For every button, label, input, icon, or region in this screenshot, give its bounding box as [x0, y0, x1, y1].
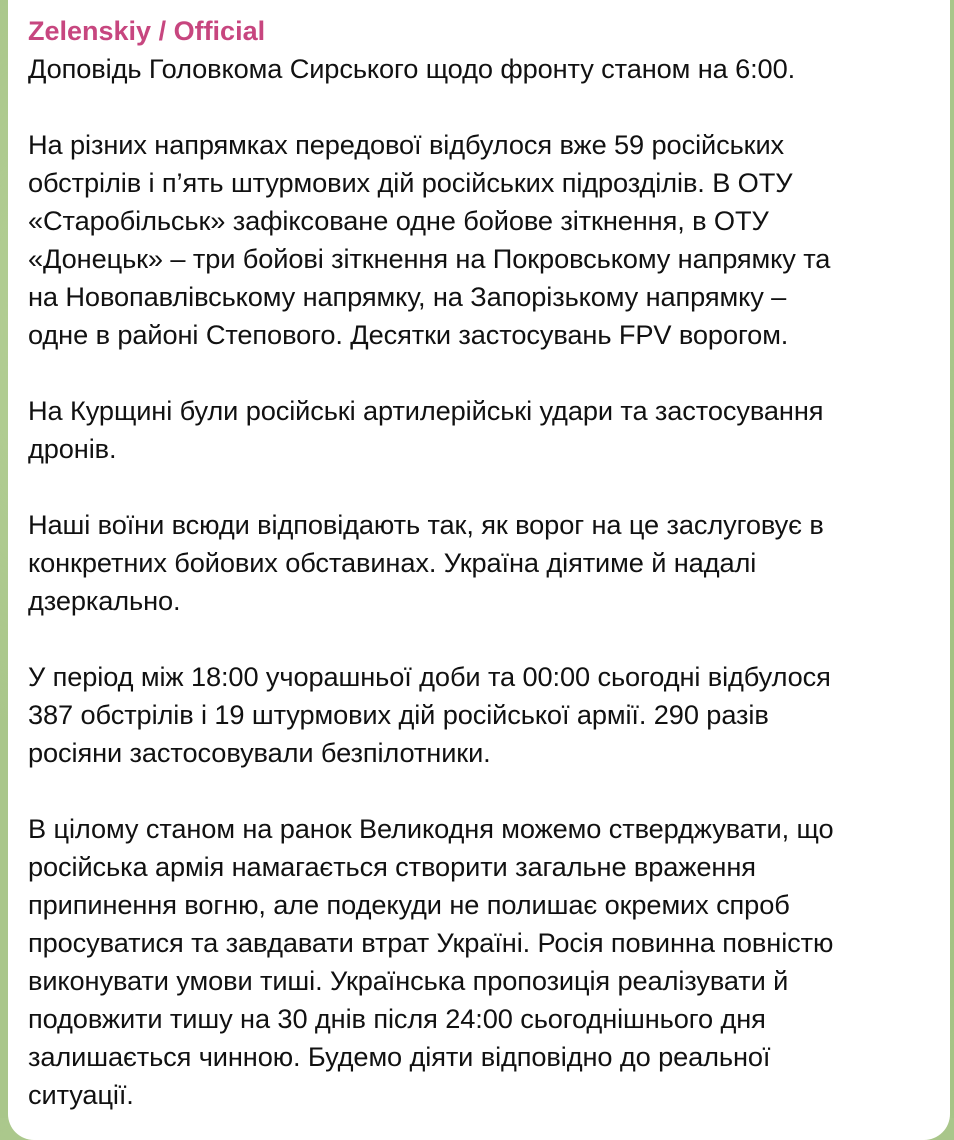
- message-line: «Старобільськ» зафіксоване одне бойове зіткнення, в ОТУ: [28, 205, 769, 236]
- message-paragraph: [28, 506, 928, 620]
- message-line: просуватися та завдавати втрат Україні. Росія повинна повністю: [28, 927, 834, 958]
- message-line: виконувати умови тиші. Українська пропозиція реалізувати й: [28, 965, 789, 996]
- message-line: У період між 18:00 учорашньої доби та 00:00 сьогодні відбулося: [28, 661, 831, 692]
- message-line: Наші воїни всюди відповідають так, як ворог на це заслуговує в: [28, 509, 824, 540]
- message-line: конкретних бойових обставинах. Україна діятиме й надалі: [28, 547, 757, 578]
- message-paragraph: [28, 50, 928, 88]
- message-line: подовжити тишу на 30 днів після 24:00 сьогоднішнього дня: [28, 1003, 766, 1034]
- message-bubble: [8, 0, 950, 1140]
- message-line: дзеркально.: [28, 585, 181, 616]
- message-line: 387 обстрілів і 19 штурмових дій російської армії. 290 разів: [28, 699, 769, 730]
- message-line: ситуації.: [28, 1079, 134, 1110]
- message-line: на Новопавлівському напрямку, на Запорізькому напрямку –: [28, 281, 787, 312]
- message-line: одне в районі Степового. Десятки застосувань FPV ворогом.: [28, 319, 789, 350]
- message-paragraph: [28, 392, 928, 468]
- channel-name[interactable]: Zelenskiy / Official: [28, 16, 266, 46]
- message-line: російська армія намагається створити загальне враження: [28, 851, 756, 882]
- message-line: обстрілів і п’ять штурмових дій російських підрозділів. В ОТУ: [28, 167, 793, 198]
- message-paragraph: [28, 658, 928, 772]
- message-line: Доповідь Головкома Сирського щодо фронту станом на 6:00.: [28, 53, 796, 84]
- message-line: «Донецьк» – три бойові зіткнення на Покровському напрямку та: [28, 243, 831, 274]
- message-line: На Курщині були російські артилерійські удари та застосування: [28, 395, 824, 426]
- message-paragraph: [28, 810, 928, 1114]
- message-text: [28, 50, 928, 1114]
- message-line: росіяни застосовували безпілотники.: [28, 737, 491, 768]
- message-line: залишається чинною. Будемо діяти відповідно до реальної: [28, 1041, 771, 1072]
- message-line: В цілому станом на ранок Великодня можемо стверджувати, що: [28, 813, 834, 844]
- message-line: припинення вогню, але подекуди не полишає окремих спроб: [28, 889, 790, 920]
- message-line: дронів.: [28, 433, 117, 464]
- message-paragraph: [28, 126, 928, 354]
- message-line: На різних напрямках передової відбулося вже 59 російських: [28, 129, 785, 160]
